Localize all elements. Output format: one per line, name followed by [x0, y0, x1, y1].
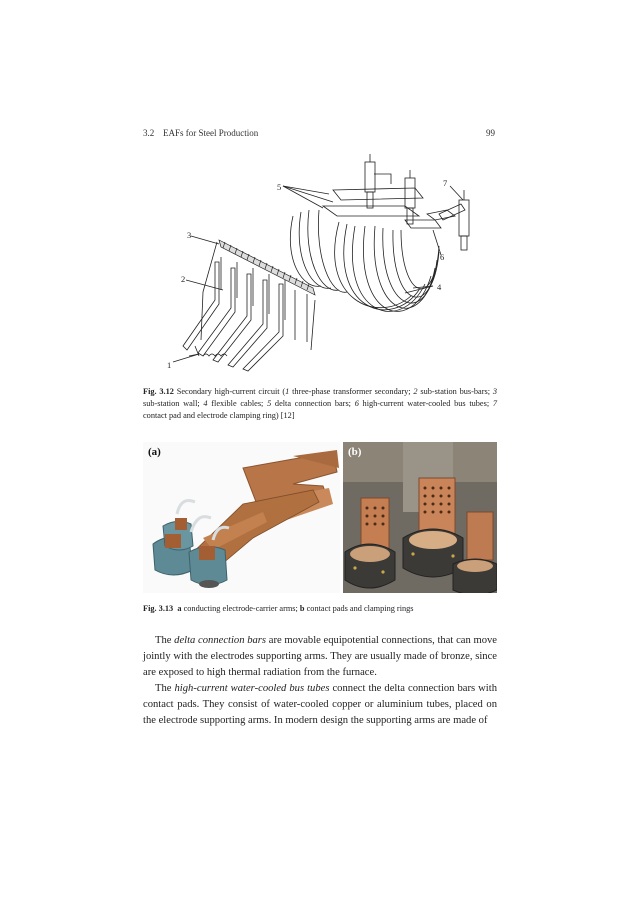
paragraph-bus-tubes	[143, 681, 497, 729]
caption-panel-a-letter: a	[177, 604, 182, 613]
label-7: 7	[443, 178, 448, 188]
section-number: 3.2	[143, 128, 155, 138]
label-3: 3	[187, 230, 192, 240]
figure1-caption-parts-run: 1	[285, 387, 290, 396]
figure1-caption-parts-run: Secondary high-current circuit (	[173, 387, 286, 396]
figure-3-13-panel-b-photo	[343, 442, 497, 593]
figure1-caption-parts-run: contact pad and electrode clamping ring) [12]	[143, 411, 295, 420]
figure-label: Fig. 3.13	[143, 604, 174, 613]
body-p2-run: The	[155, 683, 175, 694]
contact-pads-clamping-rings-photo	[343, 442, 497, 593]
figure-label: Fig. 3.12	[143, 387, 174, 396]
electrodes	[365, 154, 469, 250]
caption-panel-a-text: conducting electrode-carrier arms;	[181, 604, 300, 613]
figure1-caption-parts-run: sub-station wall;	[143, 399, 204, 408]
figure1-caption-parts-run: 2	[413, 387, 418, 396]
label-4: 4	[437, 282, 442, 292]
caption-text	[143, 387, 497, 420]
figure1-caption-parts-run: 5	[267, 399, 272, 408]
body-p1-run: are movable equipotential connections, that can move jointly with the electrodes supporting arms. They are usually made of bronze, since are exposed to high thermal radiation from the furnace.	[143, 635, 497, 678]
substation-bus-bars	[183, 257, 307, 371]
chapter-section-title: EAFs for Steel Production	[163, 128, 259, 138]
paragraph-delta-connection-bars	[143, 633, 497, 681]
delta-connection-bars	[323, 188, 465, 228]
panel-label-b: (b)	[348, 446, 362, 458]
figure-3-13-panel-a-photo	[143, 442, 340, 593]
caption-panel-b-letter: b	[299, 604, 305, 613]
figure-3-12-caption	[143, 386, 497, 422]
figure1-caption-parts-run: delta connection bars;	[271, 399, 355, 408]
body-p2-run: connect the delta connection bars with contact pads. They consist of water-cooled copper or aluminium tubes, placed on the electrode supporting arms. In modern design the supporting arms are made of	[143, 683, 497, 726]
label-6: 6	[440, 252, 445, 262]
figure-3-12-drawing	[143, 150, 497, 382]
caption-panel-b-text: contact pads and clamping rings	[304, 604, 414, 613]
body-p1-run: The	[155, 635, 175, 646]
body-p1-run: delta connection bars	[174, 635, 267, 646]
figure1-caption-parts-run: flexible cables;	[207, 399, 268, 408]
figure1-caption-parts-run: three-phase transformer secondary;	[289, 387, 414, 396]
panel-label-a: (a)	[148, 446, 161, 458]
figure1-caption-parts-run: sub-station bus-bars;	[417, 387, 493, 396]
leader-lines	[173, 186, 463, 362]
figure1-caption-parts-run: 6	[354, 399, 359, 408]
figure1-caption-parts-run: 7	[492, 399, 498, 408]
body-text	[143, 633, 497, 729]
page-number: 99	[486, 128, 495, 138]
figure1-caption-parts-run: 4	[203, 399, 208, 408]
electrode-carrier-arms-photo	[143, 442, 340, 593]
figure1-caption-parts-run: high-current water-cooled bus tubes;	[358, 399, 493, 408]
flexible-cables	[290, 210, 439, 311]
figure1-caption-parts-run: 3	[492, 387, 497, 396]
figure-3-13-caption	[143, 603, 497, 615]
label-5: 5	[277, 182, 282, 192]
body-p2-run: high-current water-cooled bus tubes	[174, 683, 330, 694]
label-1: 1	[167, 360, 172, 370]
label-2: 2	[181, 274, 186, 284]
